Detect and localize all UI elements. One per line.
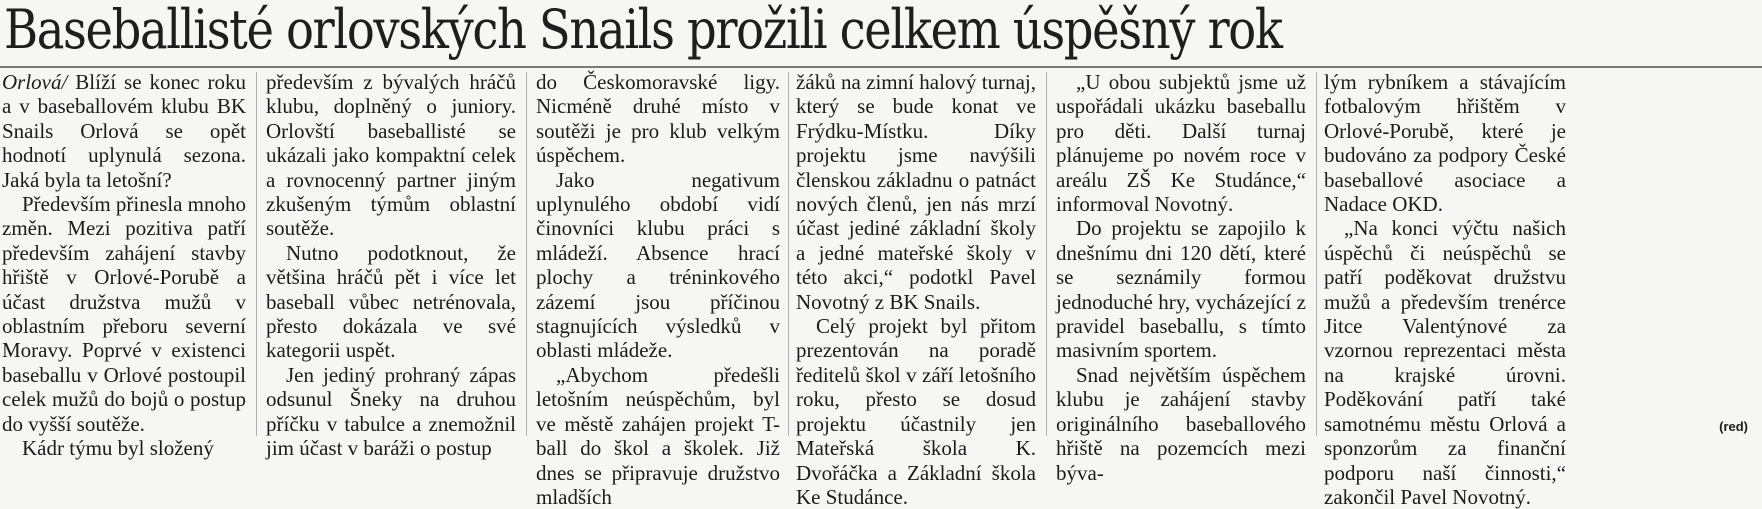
paragraph: především z bývalých hráčů klubu, doplněný o juniory. Orlovští baseballisté se ukázali jako kompaktní celek a rovnocenný partner jiným zkušeným týmům oblastní soutěže.: [266, 70, 516, 241]
paragraph: do Českomoravské ligy. Nicméně druhé místo v soutěži je pro klub velkým úspěchem.: [536, 70, 780, 168]
column-divider: [788, 72, 789, 436]
article-body: [2, 70, 1758, 509]
column-divider: [256, 72, 257, 436]
article-headline: Baseballisté orlovských Snails prožili celkem úspěšný rok: [4, 0, 1282, 61]
article-column-3: [536, 70, 780, 509]
paragraph: Snad největším úspěchem klubu je zahájení stavby originálního baseballového hřiště na pozemcích mezi býva-: [1056, 362, 1306, 485]
paragraph: lým rybníkem a stávajícím fotbalovým hřištěm v Orlové-Porubě, které je budováno za podpory České baseballové asociace a Nadace OKD.: [1324, 70, 1566, 217]
paragraph: Orlová/ Blíží se konec roku a v baseballovém klubu BK Snails Orlová se opět hodnotí uplynulá sezona. Jaká byla ta letošní?: [2, 70, 247, 192]
paragraph: „U obou subjektů jsme už uspořádali ukázku baseballu pro děti. Další turnaj plánujeme po novém roce v areálu ZŠ Ke Studánce,“ informoval Novotný.: [1056, 70, 1306, 217]
paragraph: Kádr týmu byl složený: [22, 436, 214, 461]
article-column-1: [2, 70, 247, 461]
paragraph: Jako negativum uplynulého období vidí činovníci klubu práci s mládeží. Absence hrací plochy a tréninkového zázemí jsou příčinou stagnujících výsledků v oblasti mládeže.: [536, 167, 780, 363]
column-divider: [1316, 72, 1317, 436]
paragraph: „Na konci výčtu našich úspěchů či neúspěchů se patří poděkovat družstvu mužů a především trenérce Jitce Valentýnové za vzornou reprezentaci města na krajské úrovni. Poděkování patří také samotnému městu Orlová a sponzorům za finanční podporu naší činnosti,“ zakončil Pavel Novotný.: [1324, 216, 1566, 509]
article-column-5: [1056, 70, 1306, 485]
dateline: Orlová/: [2, 70, 68, 94]
article-column-2: [266, 70, 516, 461]
paragraph: Nutno podotknout, že většina hráčů pět i více let baseball vůbec netrénovala, přesto dokázala ve své kategorii uspět.: [266, 240, 516, 363]
column-divider: [1046, 72, 1047, 436]
paragraph: žáků na zimní halový turnaj, který se bude konat ve Frýdku-Místku. Díky projektu jsme navýšili členskou základnu o patnáct nových členů, jen nás mrzí účast jediné základní školy a jedné mateřské školy v této akci,“ podotkl Pavel Novotný z BK Snails.: [796, 70, 1036, 314]
article-column-6: [1324, 70, 1566, 509]
headline-rule: [0, 66, 1762, 68]
author-credit: (red): [1719, 419, 1748, 434]
paragraph: Do projektu se zapojilo k dnešnímu dni 120 dětí, které se seznámily formou jednoduché hry, vycházející z pravidel baseballu, s tímto masivním sportem.: [1056, 216, 1306, 363]
paragraph: Celý projekt byl přitom prezentován na poradě ředitelů škol v září letošního roku, přesto se dosud projektu účastnily jen Mateřská škola K. Dvořáčka a Základní škola Ke Studánce.: [796, 314, 1036, 509]
column-divider: [526, 72, 527, 436]
paragraph: „Abychom předešli letošním neúspěchům, byl ve městě zahájen projekt T-ball do škol a školek. Již dnes se připravuje družstvo mladších: [536, 362, 780, 509]
paragraph: Především přinesla mnoho změn. Mezi pozitiva patří především zahájení stavby hřiště v Orlové-Porubě a účast družstva mužů v oblastním přeboru severní Moravy. Poprvé v existenci baseballu v Orlové postoupil celek mužů do bojů o postup do vyšší soutěže.: [2, 192, 246, 436]
article-column-4: [796, 70, 1036, 509]
paragraph: Jen jediný prohraný zápas odsunul Šneky na druhou příčku v tabulce a znemožnil jim účast v baráži o postup: [266, 362, 516, 461]
